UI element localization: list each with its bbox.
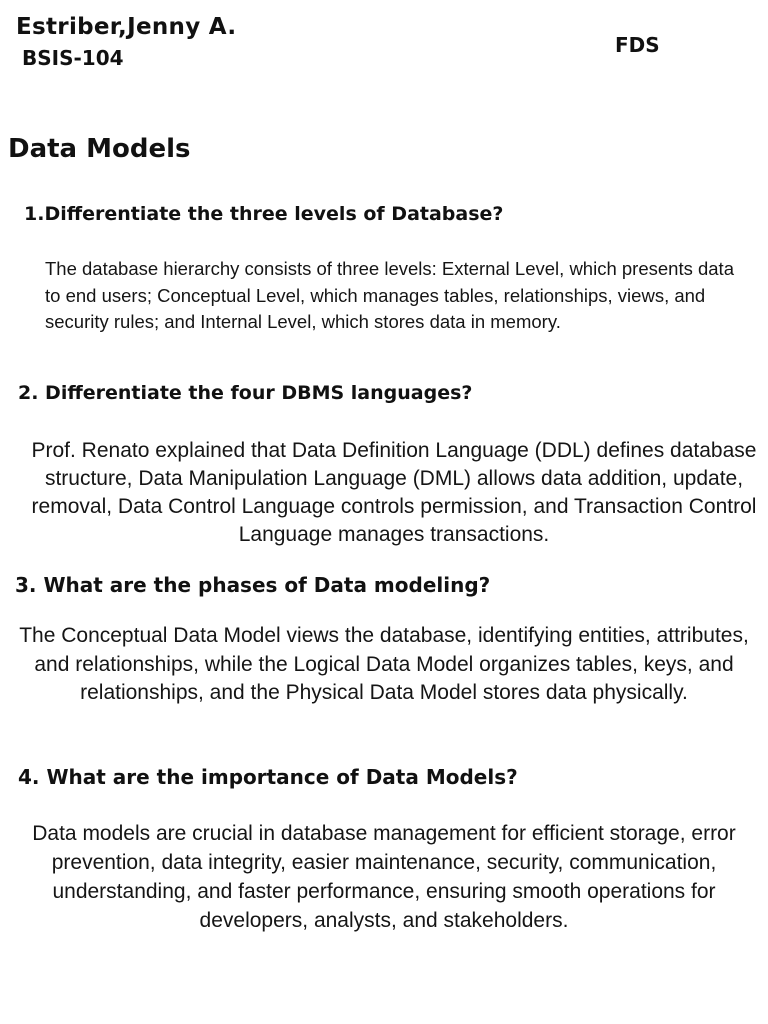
student-section: BSIS-104 xyxy=(22,46,124,70)
student-name: Estriber,Jenny A. xyxy=(16,14,237,40)
answer-2: Prof. Renato explained that Data Definition Language (DDL) defines database structure, Data Manipulation Language (DML) allows data addition, update, removal, Data Control Language controls permission, and Transaction Control Language manages transactions. xyxy=(31,439,757,546)
answer-1: The database hierarchy consists of three levels: External Level, which presents data to end users; Conceptual Level, which manages tables, relationships, views, and security rules; and Internal Level, which stores data in memory. xyxy=(45,258,734,332)
answer-4: Data models are crucial in database management for efficient storage, error prevention, data integrity, easier maintenance, security, communication, understanding, and faster performance, ensuring smooth operations for developers, analysts, and stakeholders. xyxy=(32,822,736,932)
question-1: 1.Differentiate the three levels of Database? xyxy=(24,203,504,225)
page-title: Data Models xyxy=(8,134,191,164)
question-4: 4. What are the importance of Data Models? xyxy=(18,765,518,789)
course-code: FDS xyxy=(615,33,660,57)
question-2: 2. Differentiate the four DBMS languages? xyxy=(18,382,473,404)
answer-3: The Conceptual Data Model views the database, identifying entities, attributes, and relationships, while the Logical Data Model organizes tables, keys, and relationships, and the Physical Data Model stores data physically. xyxy=(19,624,749,704)
question-3: 3. What are the phases of Data modeling? xyxy=(15,573,491,597)
